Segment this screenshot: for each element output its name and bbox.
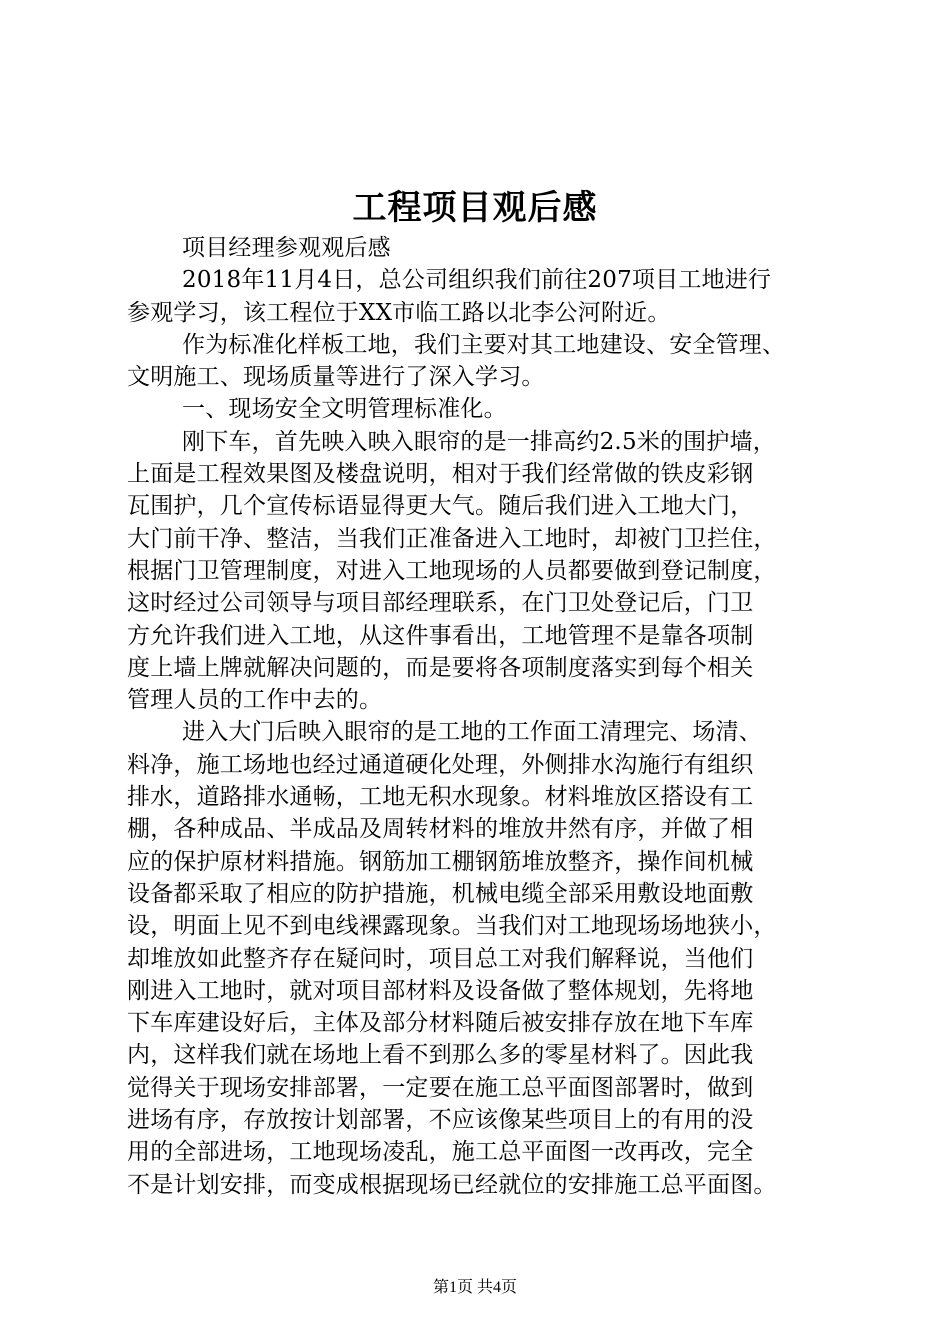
document-title: 工程项目观后感 [352,188,598,228]
text-line: 方允许我们进入工地，从这件事看出，工地管理不是靠各项制 [127,622,754,649]
page-footer: 第1页 共4页 [432,1279,517,1296]
text-line: 进场有序，存放按计划部署，不应该像某些项目上的有用的没 [127,1107,754,1134]
text-line: 排水，道路排水通畅，工地无积水现象。材料堆放区搭设有工 [127,784,754,811]
text-line: 用的全部进场，工地现场凌乱，施工总平面图一改再改，完全 [127,1139,754,1166]
text-line: 一、现场安全文明管理标准化。 [182,396,507,423]
text-line: 这时经过公司领导与项目部经理联系，在门卫处登记后，门卫 [127,590,754,617]
text-line: 文明施工、现场质量等进行了深入学习。 [127,364,545,391]
text-line: 参观学习，该工程位于XX市临工路以北李公河附近。 [127,299,671,326]
text-line: 却堆放如此整齐存在疑问时，项目总工对我们解释说，当他们 [127,945,754,972]
text-line: 进入大门后映入眼帘的是工地的工作面工清理完、场清、 [182,719,762,746]
text-line: 2018年11月4日，总公司组织我们前往207项目工地进行 [182,267,772,294]
text-line: 刚进入工地时，就对项目部材料及设备做了整体规划，先将地 [127,977,754,1004]
text-line: 设备都采取了相应的防护措施，机械电缆全部采用敷设地面敷 [127,880,754,907]
text-line: 料净，施工场地也经过通道硬化处理，外侧排水沟施行有组织 [127,751,754,778]
text-line: 内，这样我们就在场地上看不到那么多的零星材料了。因此我 [127,1042,754,1069]
text-line: 作为标准化样板工地，我们主要对其工地建设、安全管理、 [182,331,786,358]
text-line: 刚下车，首先映入映入眼帘的是一排高约2.5米的围护墙， [182,428,776,455]
text-line: 根据门卫管理制度，对进入工地现场的人员都要做到登记制度， [127,557,777,584]
text-line: 棚，各种成品、半成品及周转材料的堆放井然有序，并做了相 [127,816,754,843]
text-line: 项目经理参观观后感 [182,235,391,261]
text-line: 不是计划安排，而变成根据现场已经就位的安排施工总平面图。 [127,1171,777,1198]
text-line: 设，明面上见不到电线裸露现象。当我们对工地现场场地狭小， [127,913,777,940]
text-line: 应的保护原材料措施。钢筋加工棚钢筋堆放整齐，操作间机械 [127,848,754,875]
text-line: 管理人员的工作中去的。 [127,687,383,714]
text-line: 觉得关于现场安排部署，一定要在施工总平面图部署时，做到 [127,1074,754,1101]
text-line: 瓦围护，几个宣传标语显得更大气。随后我们进入工地大门， [127,493,754,520]
text-line: 上面是工程效果图及楼盘说明，相对于我们经常做的铁皮彩钢 [127,461,754,488]
document-body [127,232,827,1201]
text-line: 大门前干净、整洁，当我们正准备进入工地时，却被门卫拦住， [127,525,777,552]
text-line: 度上墙上牌就解决问题的，而是要将各项制度落实到每个相关 [127,654,754,681]
text-line: 下车库建设好后，主体及部分材料随后被安排存放在地下车库 [127,1010,754,1037]
